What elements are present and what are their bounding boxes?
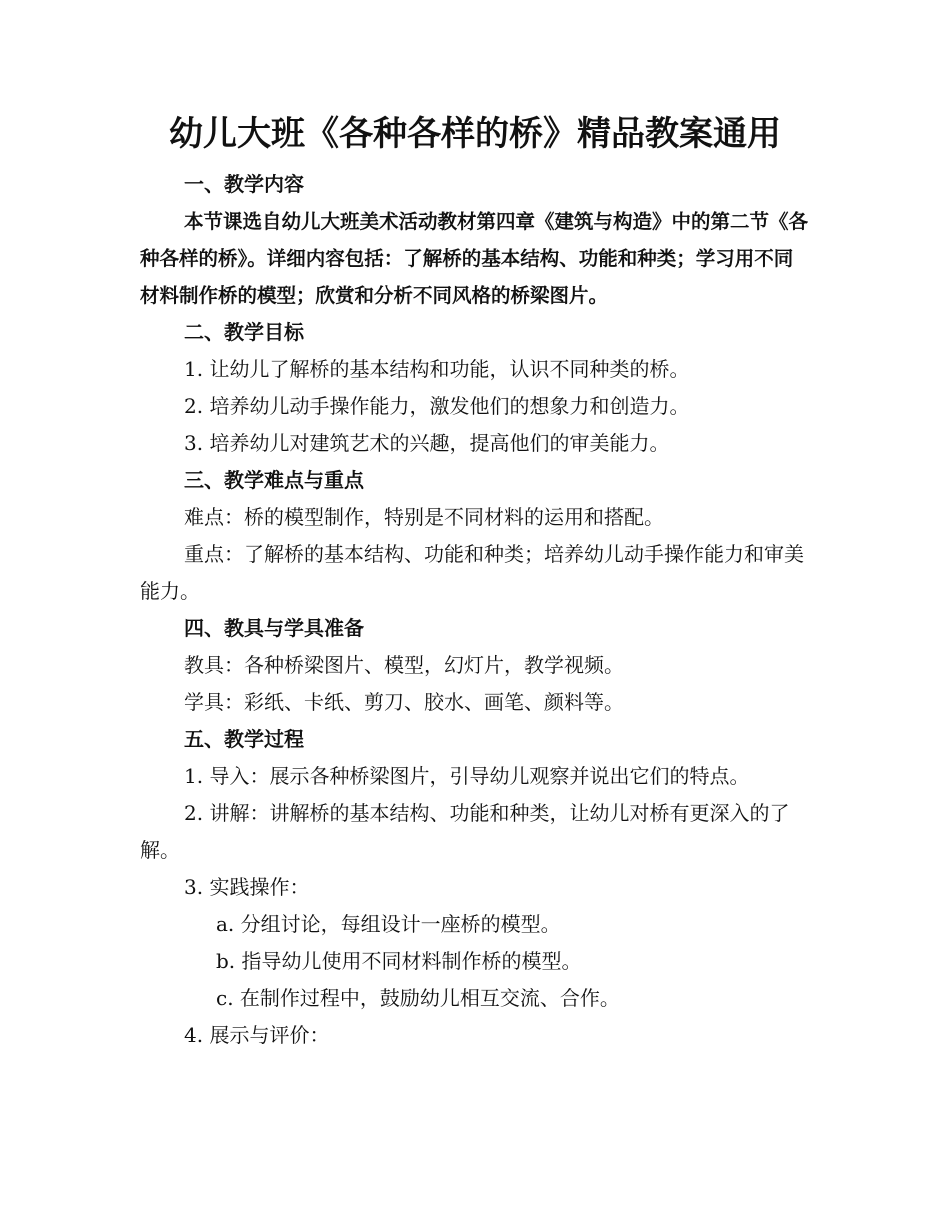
focus-text: 重点：了解桥的基本结构、功能和种类；培养幼儿动手操作能力和审美能力。 (140, 542, 804, 603)
process-substep: c. 在制作过程中，鼓励幼儿相互交流、合作。 (216, 986, 620, 1010)
process-step-1: 1. 导入：展示各种桥梁图片，引导幼儿观察并说出它们的特点。 (184, 764, 750, 788)
section-heading-process: 五、教学过程 (184, 727, 304, 751)
process-step-3: 3. 实践操作： (184, 875, 310, 899)
section-heading-goals: 二、教学目标 (184, 320, 304, 344)
goal-item: 2. 培养幼儿动手操作能力，激发他们的想象力和创造力。 (184, 394, 690, 418)
process-step-4: 4. 展示与评价： (184, 1023, 330, 1047)
section-heading-tools: 四、教具与学具准备 (184, 616, 364, 640)
content-paragraph: 本节课选自幼儿大班美术活动教材第四章《建筑与构造》中的第二节《各种各样的桥》。详细内容包括：了解桥的基本结构、功能和种类；学习用不同材料制作桥的模型；欣赏和分析不同风格的桥梁图片。 (140, 210, 809, 307)
document-title: 幼儿大班《各种各样的桥》精品教案通用 (169, 114, 781, 154)
process-substep: a. 分组讨论，每组设计一座桥的模型。 (216, 912, 561, 936)
goal-item: 3. 培养幼儿对建筑艺术的兴趣，提高他们的审美能力。 (184, 431, 670, 455)
process-step-2: 2. 讲解：讲解桥的基本结构、功能和种类，让幼儿对桥有更深入的了解。 (140, 801, 790, 862)
document-body (140, 166, 810, 1054)
teacher-tools-text: 教具：各种桥梁图片、模型，幻灯片，教学视频。 (184, 653, 624, 677)
student-tools-text: 学具：彩纸、卡纸、剪刀、胶水、画笔、颜料等。 (184, 690, 624, 714)
section-heading-difficulty: 三、教学难点与重点 (184, 468, 364, 492)
section-heading-content: 一、教学内容 (184, 172, 304, 196)
process-substep: b. 指导幼儿使用不同材料制作桥的模型。 (216, 949, 582, 973)
goal-item: 1. 让幼儿了解桥的基本结构和功能，认识不同种类的桥。 (184, 357, 690, 381)
difficulty-text: 难点：桥的模型制作，特别是不同材料的运用和搭配。 (184, 505, 664, 529)
